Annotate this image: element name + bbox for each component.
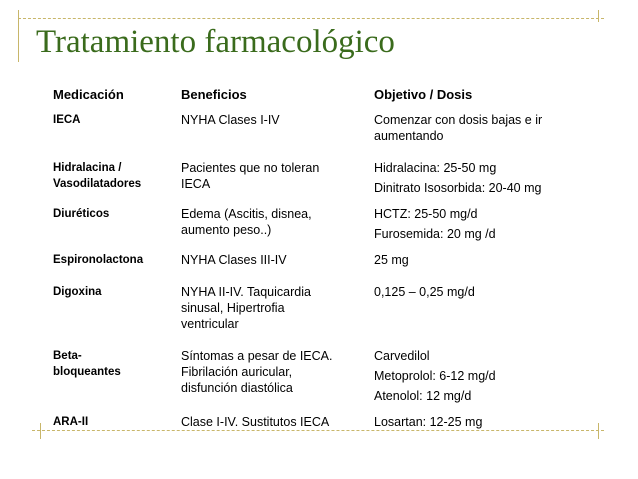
cell-line: Comenzar con dosis bajas e ir: [374, 113, 543, 127]
header-objetivo: Objetivo / Dosis: [374, 87, 473, 102]
cell-line: 25 mg: [374, 253, 409, 267]
cell-line: Clase I-IV. Sustitutos IECA: [181, 415, 330, 429]
cell-beneficios: [175, 284, 368, 348]
header-medicacion: Medicación: [53, 87, 124, 102]
cell-line: sinusal, Hipertrofia: [181, 301, 285, 315]
cell-line: Vasodilatadores: [53, 178, 142, 190]
cell-line: Fibrilación auricular,: [181, 365, 293, 379]
cell-line: ARA-II: [53, 416, 89, 428]
cell-medicacion: [47, 160, 175, 206]
cell-line: aumentando: [374, 129, 444, 143]
table-row: [47, 348, 577, 414]
cell-line: NYHA Clases III-IV: [181, 253, 287, 267]
decorative-rule-top: [18, 18, 604, 19]
cell-line: disfunción diastólica: [181, 381, 293, 395]
cell-medicacion: [47, 112, 175, 160]
cell-objetivo: [368, 112, 577, 160]
header-beneficios: Beneficios: [181, 87, 247, 102]
cell-line: aumento peso..): [181, 223, 272, 237]
cell-medicacion: [47, 414, 175, 436]
cell-line: 0,125 – 0,25 mg/d: [374, 285, 475, 299]
cell-line: Digoxina: [53, 286, 102, 298]
cell-line: Atenolol: 12 mg/d: [374, 389, 472, 403]
table-row: [47, 112, 577, 160]
cell-beneficios: [175, 160, 368, 206]
cell-objetivo: [368, 160, 577, 206]
cell-line: Losartan: 12-25 mg: [374, 415, 483, 429]
cell-line: Beta-: [53, 350, 82, 362]
cell-line: Dinitrato Isosorbida: 20-40 mg: [374, 181, 542, 195]
cell-objetivo: [368, 414, 577, 436]
table-row: [47, 414, 577, 436]
cell-line: Metoprolol: 6-12 mg/d: [374, 369, 496, 383]
cell-line: NYHA Clases I-IV: [181, 113, 280, 127]
cell-line: Hidralacina /: [53, 162, 122, 174]
cell-line: Pacientes que no toleran: [181, 161, 320, 175]
cell-medicacion: [47, 284, 175, 348]
slide-title: Tratamiento farmacológico: [36, 24, 395, 60]
cell-line: Edema (Ascitis, disnea,: [181, 207, 312, 221]
cell-line: HCTZ: 25-50 mg/d: [374, 207, 478, 221]
table-row: [47, 284, 577, 348]
treatment-table: [47, 84, 577, 436]
cell-objetivo: [368, 206, 577, 252]
decorative-rule-bottom-left: [40, 423, 41, 439]
cell-beneficios: [175, 348, 368, 414]
cell-beneficios: [175, 112, 368, 160]
decorative-rule-top-right: [598, 10, 599, 22]
cell-objetivo: [368, 284, 577, 348]
cell-line: Síntomas a pesar de IECA.: [181, 349, 333, 363]
decorative-rule-bottom-right: [598, 423, 599, 439]
cell-objetivo: [368, 348, 577, 414]
cell-line: Furosemida: 20 mg /d: [374, 227, 496, 241]
cell-line: ventricular: [181, 317, 239, 331]
table-row: [47, 160, 577, 206]
cell-objetivo: [368, 252, 577, 284]
cell-line: bloqueantes: [53, 366, 121, 378]
cell-line: IECA: [53, 114, 81, 126]
table-row: [47, 252, 577, 284]
cell-medicacion: [47, 206, 175, 252]
cell-beneficios: [175, 206, 368, 252]
cell-medicacion: [47, 348, 175, 414]
cell-line: IECA: [181, 177, 211, 191]
cell-beneficios: [175, 414, 368, 436]
cell-line: Espironolactona: [53, 254, 144, 266]
table-header-row: [47, 84, 577, 112]
cell-medicacion: [47, 252, 175, 284]
table-row: [47, 206, 577, 252]
cell-line: NYHA II-IV. Taquicardia: [181, 285, 311, 299]
cell-line: Hidralacina: 25-50 mg: [374, 161, 497, 175]
cell-line: Diuréticos: [53, 208, 110, 220]
cell-beneficios: [175, 252, 368, 284]
cell-line: Carvedilol: [374, 349, 430, 363]
